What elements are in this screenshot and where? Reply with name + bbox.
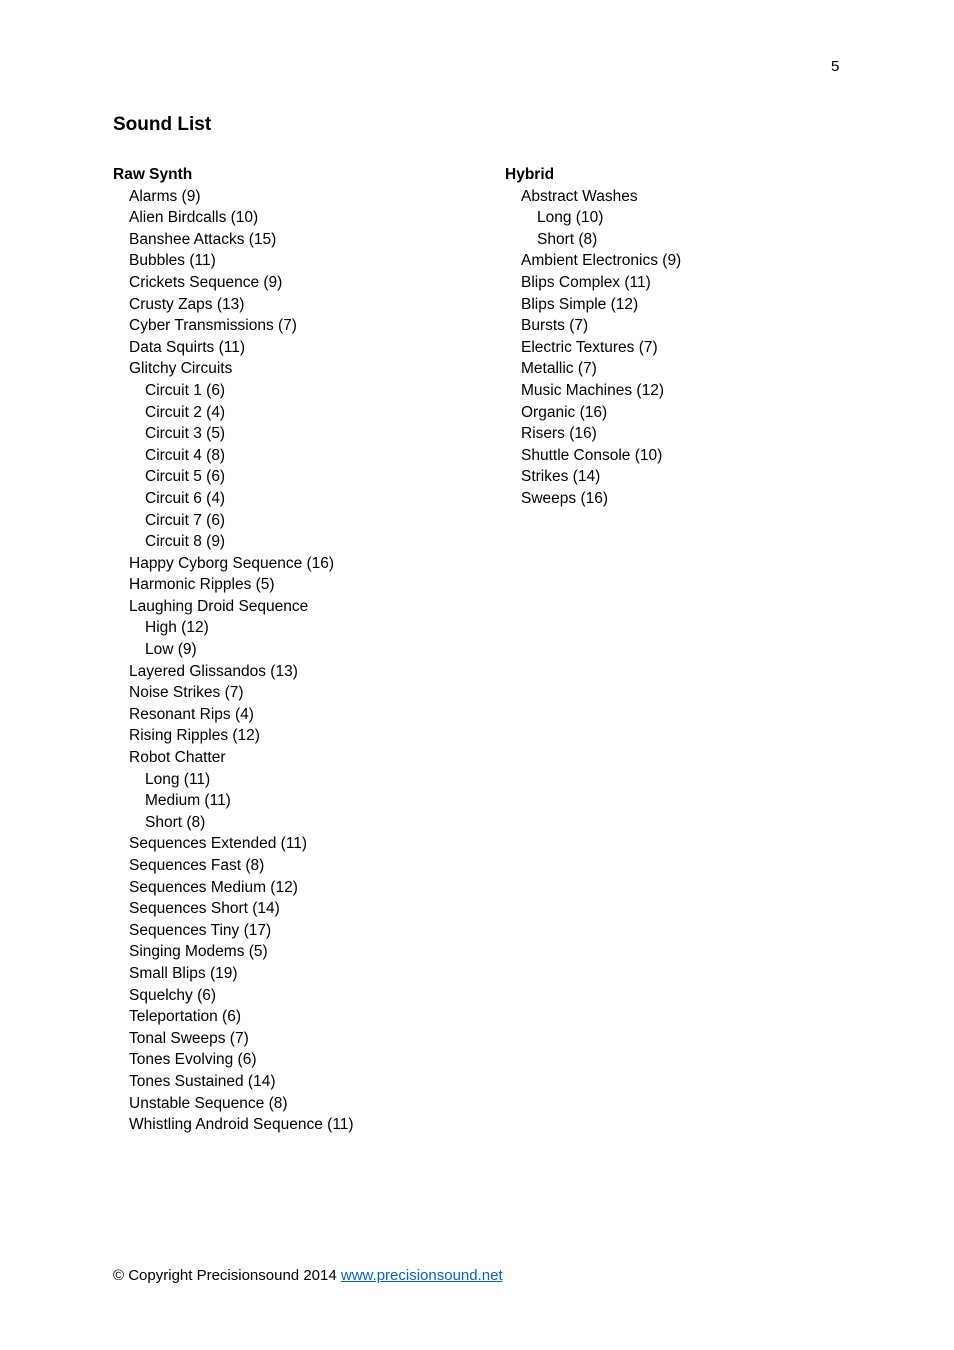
category-heading: Hybrid — [505, 166, 555, 183]
footer — [113, 1267, 503, 1284]
list-item: Teleportation (6) — [129, 1008, 242, 1026]
list-item: Shuttle Console (10) — [521, 446, 663, 464]
list-item: Sequences Tiny (17) — [129, 921, 272, 939]
list-item: Unstable Sequence (8) — [129, 1094, 288, 1112]
sub-list-item: High (12) — [145, 619, 209, 637]
list-item: Strikes (14) — [521, 468, 601, 486]
sub-list-item: Short (8) — [145, 813, 206, 831]
list-item: Squelchy (6) — [129, 986, 217, 1004]
list-item: Electric Textures (7) — [521, 338, 658, 356]
sub-list-item: Long (11) — [145, 770, 211, 788]
copyright-text: © Copyright Precisionsound 2014 — [113, 1267, 341, 1284]
list-item: Tones Evolving (6) — [129, 1051, 257, 1069]
list-item: Small Blips (19) — [129, 964, 238, 982]
list-item: Laughing Droid Sequence — [129, 597, 309, 615]
list-item: Sequences Short (14) — [129, 900, 280, 918]
list-item: Noise Strikes (7) — [129, 684, 244, 702]
list-item: Music Machines (12) — [521, 381, 664, 399]
list-item: Banshee Attacks (15) — [129, 230, 277, 248]
list-item: Alarms (9) — [129, 187, 201, 205]
list-item: Crickets Sequence (9) — [129, 273, 283, 291]
sub-list-item: Low (9) — [145, 641, 197, 659]
sub-list-item: Circuit 5 (6) — [145, 468, 226, 486]
list-item: Singing Modems (5) — [129, 943, 268, 961]
list-item: Resonant Rips (4) — [129, 705, 254, 723]
sub-list-item: Circuit 1 (6) — [145, 381, 226, 399]
list-item: Blips Complex (11) — [521, 273, 651, 291]
list-item: Robot Chatter — [129, 749, 226, 767]
list-item: Tonal Sweeps (7) — [129, 1029, 249, 1047]
sub-list-item: Circuit 6 (4) — [145, 489, 226, 507]
page-number: 5 — [831, 58, 840, 75]
list-item: Risers (16) — [521, 425, 597, 443]
list-item: Happy Cyborg Sequence (16) — [129, 554, 335, 572]
list-item: Harmonic Ripples (5) — [129, 576, 275, 594]
sub-list-item: Short (8) — [537, 230, 598, 248]
list-item: Abstract Washes — [521, 187, 638, 205]
list-item: Sequences Fast (8) — [129, 857, 265, 874]
list-item: Bursts (7) — [521, 317, 589, 335]
sub-list-item: Circuit 7 (6) — [145, 511, 226, 529]
list-item: Tones Sustained (14) — [129, 1072, 276, 1090]
list-item: Alien Birdcalls (10) — [129, 209, 259, 227]
sound-list-column-raw-synth — [113, 164, 483, 1136]
list-item: Sequences Extended (11) — [129, 835, 308, 853]
category-heading: Raw Synth — [113, 166, 193, 183]
sub-list-item: Circuit 4 (8) — [145, 446, 226, 464]
list-item: Bubbles (11) — [129, 252, 216, 270]
list-item: Crusty Zaps (13) — [129, 295, 245, 313]
sound-list-column-hybrid — [505, 164, 865, 510]
list-item: Metallic (7) — [521, 360, 597, 378]
sub-list-item: Circuit 3 (5) — [145, 425, 226, 443]
sub-list-item: Medium (11) — [145, 792, 231, 810]
sub-list-item: Circuit 8 (9) — [145, 533, 226, 551]
sub-list-item: Circuit 2 (4) — [145, 403, 226, 421]
list-item: Glitchy Circuits — [129, 360, 233, 378]
list-item: Rising Ripples (12) — [129, 727, 260, 745]
list-item: Data Squirts (11) — [129, 338, 246, 356]
website-link[interactable]: www.precisionsound.net — [340, 1267, 503, 1284]
list-item: Sequences Medium (12) — [129, 878, 298, 896]
list-item: Ambient Electronics (9) — [521, 252, 682, 270]
list-item: Whistling Android Sequence (11) — [129, 1116, 354, 1134]
list-item: Layered Glissandos (13) — [129, 662, 298, 680]
sub-list-item: Long (10) — [537, 209, 604, 227]
page-title: Sound List — [113, 114, 212, 135]
list-item: Blips Simple (12) — [521, 295, 639, 313]
list-item: Sweeps (16) — [521, 489, 609, 507]
list-item: Organic (16) — [521, 403, 608, 421]
list-item: Cyber Transmissions (7) — [129, 317, 297, 335]
